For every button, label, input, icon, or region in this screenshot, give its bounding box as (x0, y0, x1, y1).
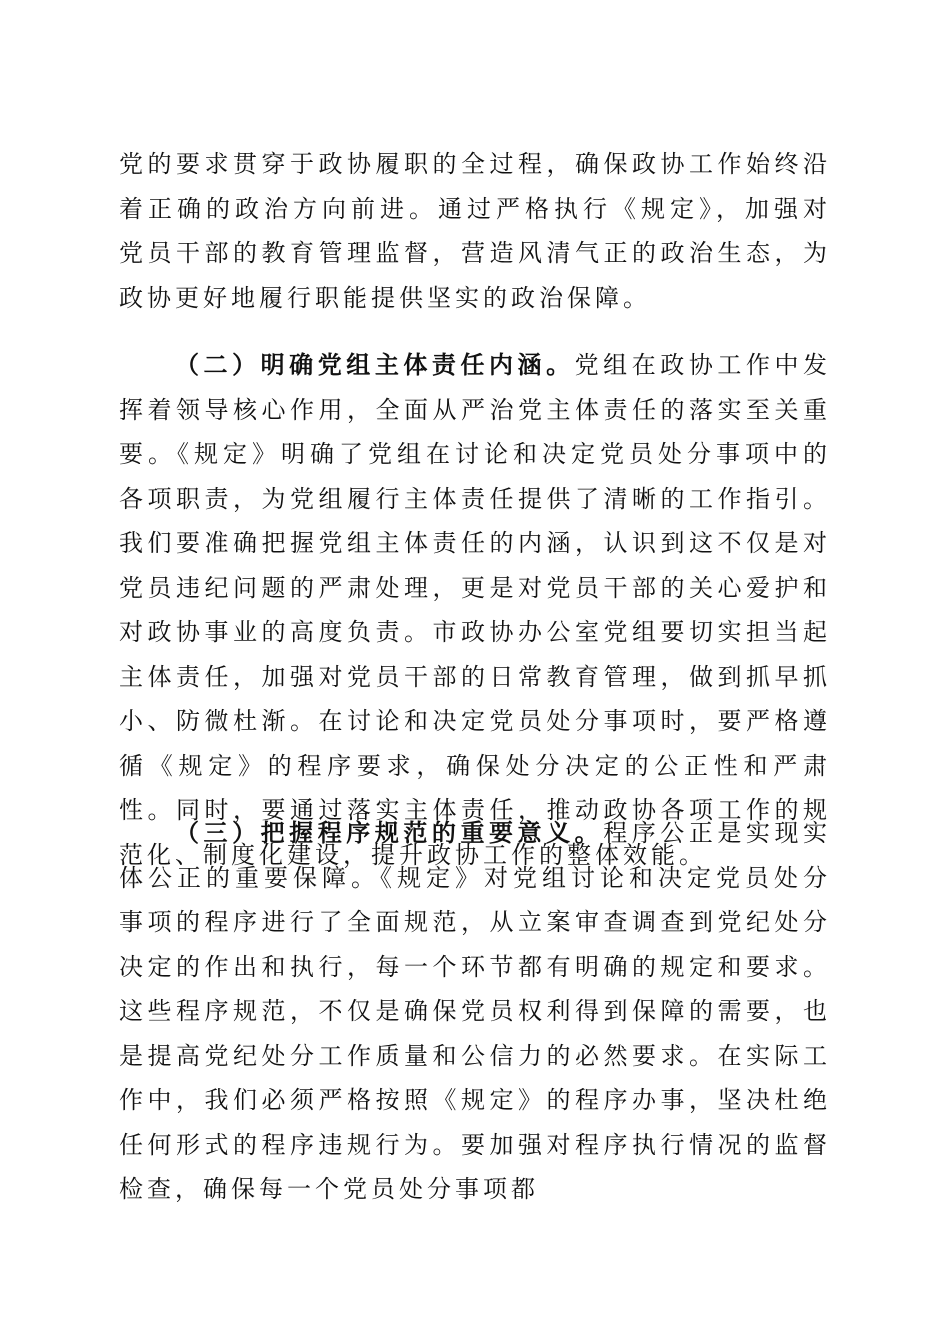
section-heading-3: （三）把握程序规范的重要意义。 (175, 818, 604, 847)
paragraph-3-body: 程序公正是实现实体公正的重要保障。《规定》对党组讨论和决定党员处分事项的程序进行了全面规范，从立案审查调查到党纪处分决定的作出和执行，每一个环节都有明确的规定和要求。这些程序规范，不仅是确保党员权利得到保障的需要，也是提高党纪处分工作质量和公信力的必然要求。在实际工作中，我们必须严格按照《规定》的程序办事，坚决杜绝任何形式的程序违规行为。要加强对程序执行情况的监督检查，确保每一个党员处分事项都 (119, 819, 832, 1203)
paragraph-1 (119, 142, 831, 320)
paragraph-2 (119, 343, 831, 877)
paragraph-2-body: 党组在政协工作中发挥着领导核心作用，全面从严治党主体责任的落实至关重要。《规定》明确了党组在讨论和决定党员处分事项中的各项职责，为党组履行主体责任提供了清晰的工作指引。我们要准确把握党组主体责任的内涵，认识到这不仅是对党员违纪问题的严肃处理，更是对党员干部的关心爱护和对政协事业的高度负责。市政协办公室党组要切实担当起主体责任，加强对党员干部的日常教育管理，做到抓早抓小、防微杜渐。在讨论和决定党员处分事项时，要严格遵循《规定》的程序要求，确保处分决定的公正性和严肃性。同时，要通过落实主体责任，推动政协各项工作的规范化、制度化建设，提升政协工作的整体效能。 (119, 351, 832, 869)
paragraph-1-body: 党的要求贯穿于政协履职的全过程，确保政协工作始终沿着正确的政治方向前进。通过严格执行《规定》，加强对党员干部的教育管理监督，营造风清气正的政治生态，为政协更好地履行职能提供坚实的政治保障。 (119, 150, 831, 312)
section-heading-2: （二）明确党组主体责任内涵。 (175, 350, 575, 379)
paragraph-3 (119, 811, 831, 1212)
